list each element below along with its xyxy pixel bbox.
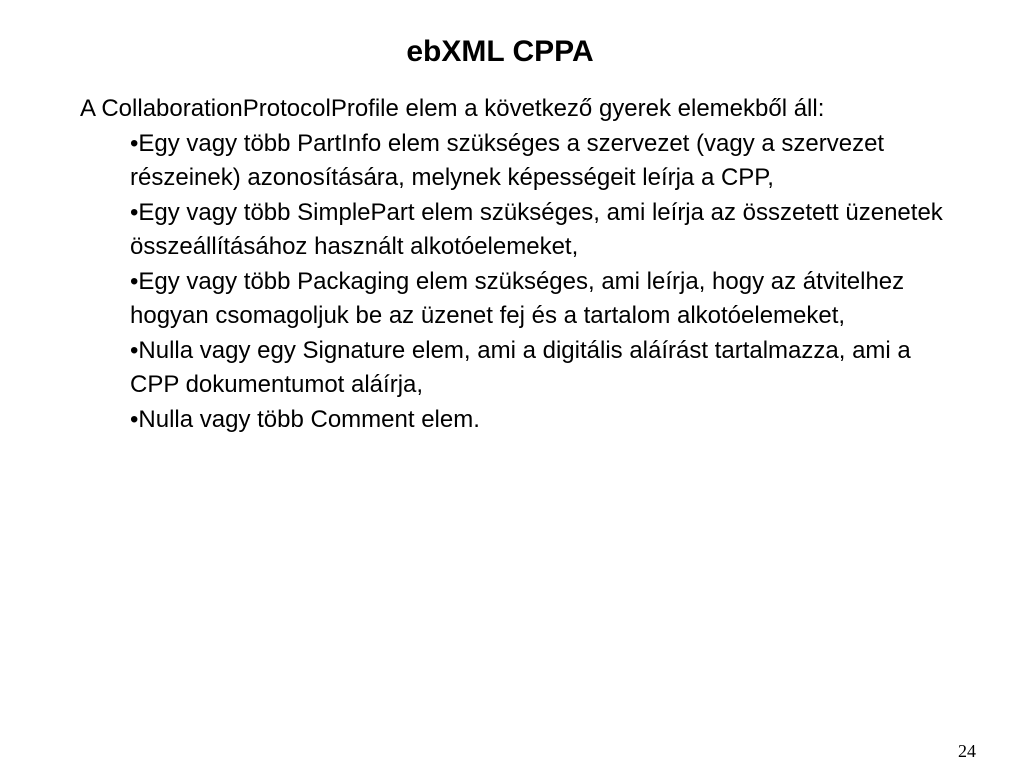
bullet-item-partinfo: •Egy vagy több PartInfo elem szükséges a szervezet (vagy a szervezet részeinek) azonosítására, melynek képességeit leírja a CPP, [130,129,885,191]
page-number: 24 [958,741,976,761]
bullet-item-packaging: •Egy vagy több Packaging elem szükséges, ami leírja, hogy az átvitelhez hogyan csomagoljuk be az üzenet fej és a tartalom alkotóelemeket, [130,267,905,329]
intro-text: A CollaborationProtocolProfile elem a következő gyerek elemekből áll: [80,95,825,122]
slide-title: ebXML CPPA [406,35,594,68]
bullet-item-simplepart: •Egy vagy több SimplePart elem szükséges, ami leírja az összetett üzenetek összeállításához használt alkotóelemeket, [130,198,943,260]
bullet-item-comment: •Nulla vagy több Comment elem. [130,405,480,433]
bullet-item-signature: •Nulla vagy egy Signature elem, ami a digitális aláírást tartalmazza, ami a CPP dokumentumot aláírja, [130,336,911,398]
bullet-list [80,127,960,438]
slide-body [80,92,960,437]
